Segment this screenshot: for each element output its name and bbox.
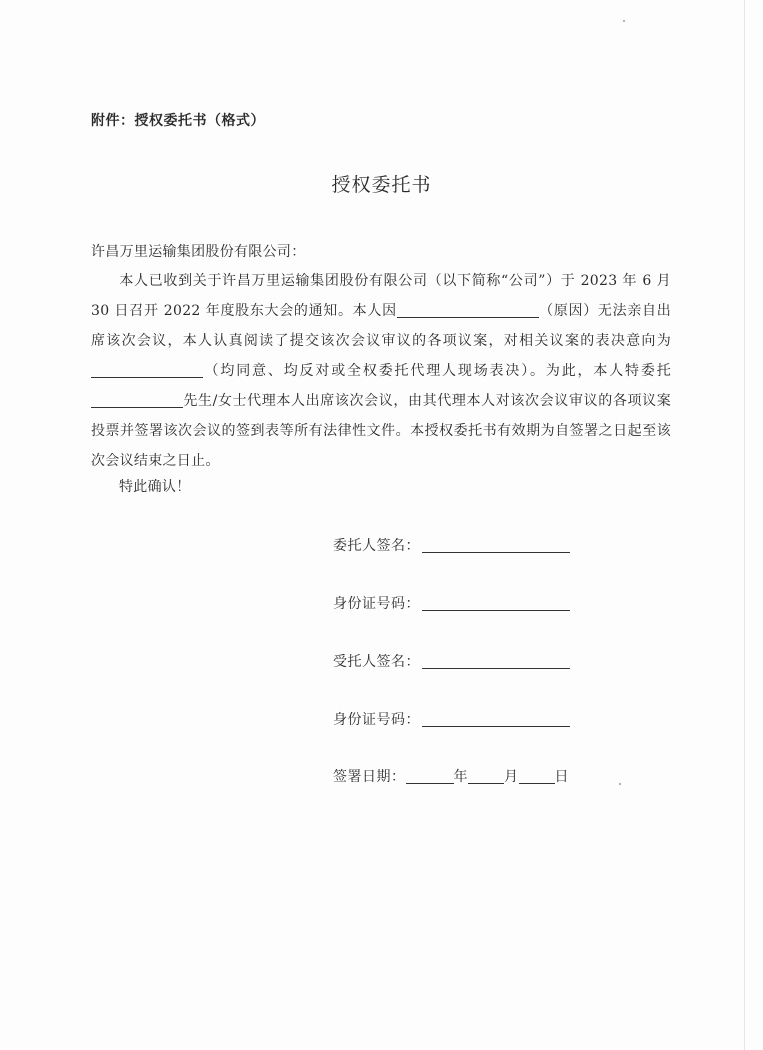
voting-intention-blank[interactable] xyxy=(91,361,203,378)
signing-date-label: 签署日期： xyxy=(333,769,406,785)
agent-signature-field[interactable] xyxy=(422,652,570,669)
paragraph-text-part2: （原因）无法亲自出席该次会议，本人认真阅读了提交该次会议审议的各项议案，对相关议案的表决意向为 xyxy=(91,303,672,349)
reason-blank[interactable] xyxy=(397,301,539,318)
page-edge-line xyxy=(744,0,745,1050)
signing-date-row xyxy=(333,766,569,786)
agent-id-label: 身份证号码： xyxy=(333,712,420,728)
principal-signature-field[interactable] xyxy=(422,536,570,553)
scan-speck xyxy=(619,783,621,785)
day-field[interactable] xyxy=(519,767,555,784)
principal-signature-row xyxy=(333,535,570,555)
month-unit: 月 xyxy=(504,769,519,785)
paragraph-text-part3: （均同意、均反对或全权委托代理人现场表决）。为此，本人特委托 xyxy=(203,363,671,379)
paragraph-text-part4: 先生/女士代理本人出席该次会议，由其代理本人对该次会议审议的各项议案投票并签署该次会议的签到表等所有法律性文件。本授权委托书有效期为自签署之日起至该次会议结束之日止。 xyxy=(91,393,671,469)
attachment-label: 附件：授权委托书（格式） xyxy=(91,113,265,129)
principal-id-row xyxy=(333,593,570,613)
agent-id-row xyxy=(333,709,570,729)
principal-id-label: 身份证号码： xyxy=(333,596,420,612)
authorization-paragraph xyxy=(91,266,671,476)
document-title: 授权委托书 xyxy=(331,174,432,196)
proxy-name-blank[interactable] xyxy=(91,391,183,408)
year-unit: 年 xyxy=(453,769,468,785)
principal-signature-label: 委托人签名： xyxy=(333,538,420,554)
day-unit: 日 xyxy=(554,769,569,785)
scan-speck xyxy=(623,20,625,22)
paragraph-text-part1: 本人已收到关于许昌万里运输集团股份有限公司（以下简称“公司”）于 2023 年 6 月 30 日召开 2022 年度股东大会的通知。本人因 xyxy=(91,273,671,319)
year-field[interactable] xyxy=(406,767,454,784)
salutation: 许昌万里运输集团股份有限公司： xyxy=(91,244,306,260)
confirmation-text: 特此确认！ xyxy=(119,479,191,495)
agent-id-field[interactable] xyxy=(422,710,570,727)
principal-id-field[interactable] xyxy=(422,594,570,611)
agent-signature-label: 受托人签名： xyxy=(333,654,420,670)
month-field[interactable] xyxy=(468,767,504,784)
agent-signature-row xyxy=(333,651,570,671)
